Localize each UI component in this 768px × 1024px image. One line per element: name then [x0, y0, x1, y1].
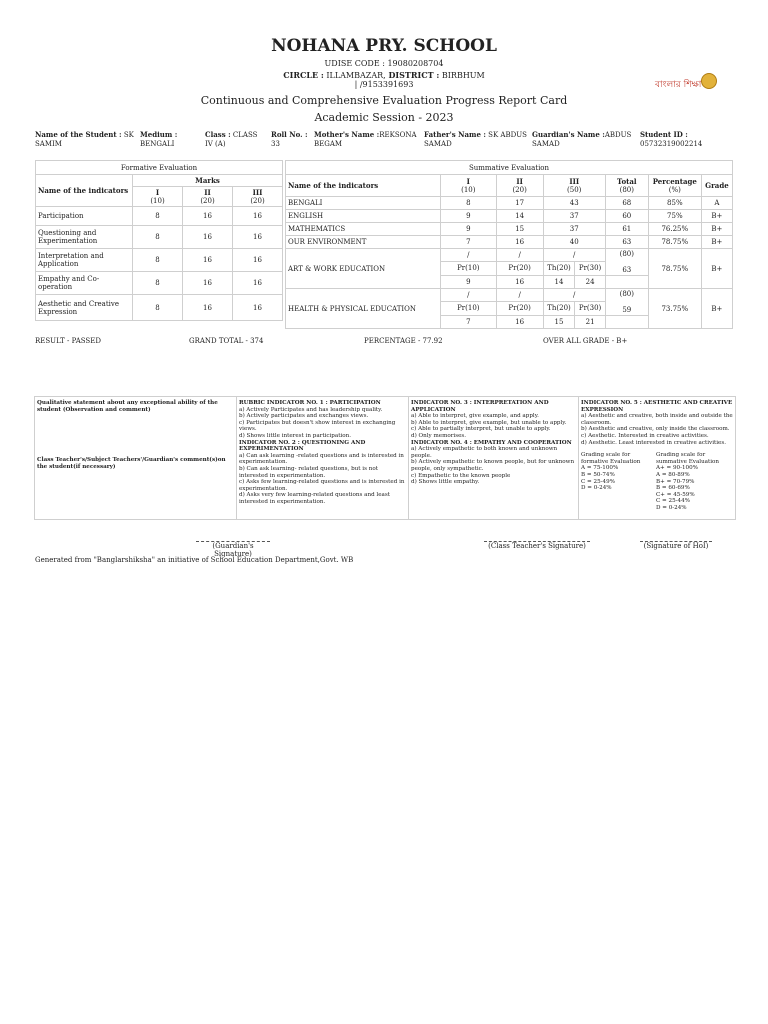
- rubric-3-d: d) Only memorises.: [411, 432, 467, 439]
- col-i-label: I: [155, 188, 160, 197]
- rubric-3-title: INDICATOR NO. 3 : INTERPRETATION AND APPLICATION: [411, 400, 549, 413]
- summative-evaluation-table: [285, 160, 733, 329]
- percentage: 73.75%: [648, 289, 701, 329]
- rubric-2-c: c) Asks few learning-related questions and is interested in experimentation.: [239, 479, 405, 492]
- scale-item: C = 25-49%: [581, 478, 615, 485]
- mark-ii: 17: [496, 197, 543, 210]
- col-ii-label: II: [516, 177, 523, 186]
- student-name: [35, 130, 135, 149]
- mother-value: REKSONA BEGAM: [314, 131, 417, 148]
- summative-scale: [656, 452, 734, 511]
- rubric-2-d: d) Asks very few learning-related questions and least interested in experimentation.: [239, 492, 390, 505]
- indicator-name: Questioning and Experimentation: [36, 226, 133, 249]
- rubric-1-title: RUBRIC INDICATOR NO. 1 : PARTICIPATION: [239, 400, 381, 406]
- pr10-label: Pr(10): [441, 301, 497, 315]
- mark-iii: 16: [233, 249, 283, 272]
- summative-scale-title: Grading scale for summative Evaluation: [656, 452, 720, 465]
- table-row: [286, 236, 733, 249]
- class: [205, 130, 265, 149]
- rubric-4-c: c) Empathetic to the known people: [411, 472, 511, 479]
- rubric-5-c: c) Aesthetic. Interested in creative activities.: [581, 432, 709, 439]
- scale-item: A = 80-89%: [656, 471, 690, 478]
- grade: B+: [701, 223, 732, 236]
- col-indicator: Name of the indicators: [286, 175, 441, 197]
- grand-total: GRAND TOTAL - 374: [189, 337, 264, 345]
- teacher-signature: (Class Teacher's Signature): [484, 541, 590, 550]
- col-indicator: Name of the indicators: [36, 175, 133, 207]
- medium-label: Medium :: [140, 130, 178, 139]
- udise-line: [0, 59, 768, 68]
- col-ii-label: II: [204, 188, 211, 197]
- pr20-label: Pr(20): [496, 301, 543, 315]
- udise-label: UDISE CODE :: [324, 59, 388, 68]
- mark-i: 7: [441, 316, 497, 329]
- slash: /: [441, 289, 497, 302]
- mark-th: 14: [543, 276, 575, 289]
- mark-iii: 37: [543, 210, 605, 223]
- mark-i: 8: [133, 272, 183, 295]
- percentage: 76.25%: [648, 223, 701, 236]
- table-row: [36, 226, 283, 249]
- mark-ii: 14: [496, 210, 543, 223]
- grade: A: [701, 197, 732, 210]
- grade: B+: [701, 249, 732, 289]
- banglar-shiksha-logo: [655, 71, 717, 93]
- scale-item: A+ = 90-100%: [656, 465, 698, 472]
- col-iii: [233, 187, 283, 207]
- slash: /: [441, 249, 497, 262]
- mark-iii: 16: [233, 295, 283, 321]
- guardian-signature: (Guardian's Signature): [196, 541, 270, 558]
- mark-pr: 21: [575, 316, 605, 329]
- col-i: [441, 175, 497, 197]
- rubric-4-title: INDICATOR NO. 4 : EMPATHY AND COOPERATION: [411, 439, 572, 446]
- mother-label: Mother's Name :: [314, 130, 380, 139]
- subject-name: BENGALI: [286, 197, 441, 210]
- overall-grade: OVER ALL GRADE - B+: [543, 337, 628, 345]
- percentage: PERCENTAGE - 77.92: [364, 337, 443, 345]
- father-label: Father's Name :: [424, 130, 486, 139]
- table-row: [286, 289, 733, 302]
- student-id-label: Student ID :: [640, 130, 688, 139]
- mark-i: 8: [133, 226, 183, 249]
- rubric-col-2: [409, 397, 579, 519]
- mark-i: 7: [441, 236, 497, 249]
- class-label: Class :: [205, 130, 231, 139]
- total: 60: [605, 210, 648, 223]
- col-i-max: (10): [150, 197, 165, 205]
- rubric-4-a: a) Actively empathetic to both known and unknown people.: [411, 446, 558, 459]
- mark-ii: 16: [183, 207, 233, 226]
- pr30-label: Pr(30): [575, 261, 605, 275]
- mark-i: 8: [133, 295, 183, 321]
- hoi-signature: (Signature of HoI): [640, 541, 712, 550]
- student-id-value: 05732319002214: [640, 140, 703, 148]
- rubric-5-d: d) Aesthetic. Least interested in creative activities.: [581, 439, 726, 446]
- table-row: [36, 295, 283, 321]
- roll-no: [271, 130, 311, 149]
- rubric-3-b: b) Able to interpret, give example, but unable to apply.: [411, 419, 567, 426]
- formative-scale-title: Grading scale for formative Evaluation: [581, 452, 641, 465]
- mark-iii: 16: [233, 226, 283, 249]
- scale-item: B = 50-74%: [581, 471, 615, 478]
- col-pct-unit: (%): [668, 186, 681, 194]
- rubric-2-b: b) Can ask learning- related questions, but is not interested in experimentation.: [239, 465, 378, 479]
- pr30-label: Pr(30): [575, 301, 605, 315]
- district-value: BIRBHUM: [439, 71, 485, 80]
- rubric-4-d: d) Shows little empathy.: [411, 479, 480, 486]
- rubric-1-b: b) Actively participates and exchanges views.: [239, 413, 369, 420]
- guardians-name: [532, 130, 636, 149]
- rubric-4-b: b) Actively empathetic to known people, but for unknown people, only sympathetic.: [411, 459, 575, 472]
- mark-th: 15: [543, 316, 575, 329]
- total-max: (80): [619, 250, 634, 258]
- mark-ii: 16: [496, 276, 543, 289]
- pr20-label: Pr(20): [496, 261, 543, 275]
- roll-label: Roll No. :: [271, 130, 308, 139]
- formative-evaluation-table: [35, 160, 283, 321]
- rubric-5-a: a) Aesthetic and creative, both inside and outside the classroom.: [581, 413, 733, 426]
- district-label: DISTRICT :: [385, 70, 440, 80]
- slash: /: [496, 249, 543, 262]
- circle-label: CIRCLE :: [283, 70, 324, 80]
- school-name: NOHANA PRY. SCHOOL: [271, 36, 497, 56]
- col-grade: Grade: [701, 175, 732, 197]
- qualitative-statement-label: Qualitative statement about any exceptional ability of the student (Observation and comment): [37, 400, 218, 413]
- scale-item: C+ = 45-59%: [656, 491, 695, 498]
- indicator-name: Interpretation and Application: [36, 249, 133, 272]
- th20-label: Th(20): [543, 261, 575, 275]
- table-row: [286, 210, 733, 223]
- table-row: [286, 197, 733, 210]
- col-i: [133, 187, 183, 207]
- col-ii: [183, 187, 233, 207]
- indicator-name: Empathy and Co-operation: [36, 272, 133, 295]
- total: 61: [605, 223, 648, 236]
- table-row: [36, 207, 283, 226]
- col-marks: Marks: [133, 175, 283, 187]
- rubric-col-3: [579, 397, 735, 519]
- guardian-label: Guardian's Name :: [532, 130, 605, 139]
- mark-ii: 16: [496, 316, 543, 329]
- scale-item: C = 25-44%: [656, 498, 690, 505]
- summative-caption: Summative Evaluation: [286, 161, 733, 175]
- grade: B+: [701, 289, 732, 329]
- total-cell: [605, 289, 648, 316]
- scale-item: A = 75-100%: [581, 465, 619, 472]
- logo-text: বাংলার শিক্ষা: [655, 80, 702, 90]
- col-ii-max: (20): [200, 197, 215, 205]
- formative-caption: Formative Evaluation: [36, 161, 283, 175]
- rubric-3-a: a) Able to interpret, give example, and apply.: [411, 413, 539, 420]
- empty-cell: [605, 276, 648, 289]
- rubric-2-title: INDICATOR NO. 2 : QUESTIONING AND EXPERIMENTATION: [239, 439, 366, 453]
- medium-value: BENGALI: [140, 140, 175, 148]
- comment-label: Class Teacher's/Subject Teachers'/Guardian's comment(s)on the student(if necessary): [37, 457, 226, 470]
- total: 59: [622, 306, 632, 314]
- slash: /: [543, 249, 605, 262]
- mark-i: 9: [441, 210, 497, 223]
- col-iii-max: (20): [250, 197, 265, 205]
- subject-name: OUR ENVIRONMENT: [286, 236, 441, 249]
- col-ii: [496, 175, 543, 197]
- col-iii: [543, 175, 605, 197]
- col-iii-label: III: [252, 188, 263, 197]
- rubric-1-c: c) Participates but doesn't show interest in exchanging views.: [239, 419, 396, 433]
- col-iii-label: III: [569, 177, 580, 186]
- percentage: 75%: [648, 210, 701, 223]
- indicator-name: Aesthetic and Creative Expression: [36, 295, 133, 321]
- col-i-label: I: [466, 177, 470, 186]
- col-ii-max: (20): [512, 186, 527, 194]
- mark-i: 8: [133, 249, 183, 272]
- mark-iii: 16: [233, 207, 283, 226]
- mark-iii: 40: [543, 236, 605, 249]
- rubric-1-d: d) Shows little interest in participation.: [239, 432, 351, 439]
- total-cell: [605, 249, 648, 276]
- result: RESULT - PASSED: [35, 337, 101, 345]
- udise-code: 19080208704: [387, 59, 444, 68]
- slash: /: [496, 289, 543, 302]
- rubric-1-a: a) Actively Participates and has leadership quality.: [239, 406, 383, 413]
- mark-i: 8: [441, 197, 497, 210]
- scale-item: B+ = 70-79%: [656, 478, 695, 485]
- mark-ii: 16: [496, 236, 543, 249]
- col-iii-max: (50): [567, 186, 582, 194]
- table-row: [36, 272, 283, 295]
- indicator-name: Participation: [36, 207, 133, 226]
- mark-ii: 16: [183, 272, 233, 295]
- roll-value: 33: [271, 140, 280, 148]
- col-percentage: [648, 175, 701, 197]
- guardian-value: ABDUS SAMAD: [532, 131, 632, 148]
- mark-ii: 16: [183, 249, 233, 272]
- student-name-value: SK SAMIM: [35, 131, 134, 148]
- th20-label: Th(20): [543, 301, 575, 315]
- percentage: 78.75%: [648, 249, 701, 289]
- col-total: [605, 175, 648, 197]
- col-i-max: (10): [461, 186, 476, 194]
- subject-name: HEALTH & PHYSICAL EDUCATION: [286, 289, 441, 329]
- mark-i: 9: [441, 276, 497, 289]
- total: 63: [622, 266, 632, 274]
- medium: [140, 130, 200, 149]
- mark-ii: 16: [183, 226, 233, 249]
- scale-item: B = 60-69%: [656, 485, 690, 492]
- student-name-label: Name of the Student :: [35, 130, 122, 139]
- total-max: (80): [619, 290, 634, 298]
- mark-iii: 37: [543, 223, 605, 236]
- table-row: [286, 223, 733, 236]
- subject-name: MATHEMATICS: [286, 223, 441, 236]
- mark-i: 8: [133, 207, 183, 226]
- father-value: SK ABDUS SAMAD: [424, 131, 527, 148]
- grade: B+: [701, 210, 732, 223]
- rubric-2-a: a) Can ask learning -related questions and is interested in experimentation.: [239, 452, 404, 466]
- mark-iii: 16: [233, 272, 283, 295]
- mark-ii: 16: [183, 295, 233, 321]
- subject-name: ENGLISH: [286, 210, 441, 223]
- grading-scales: [581, 452, 733, 514]
- col-pct-label: Percentage: [652, 177, 697, 186]
- mark-i: 9: [441, 223, 497, 236]
- fathers-name: [424, 130, 528, 149]
- circle-line: [0, 70, 768, 80]
- scale-item: D = 0-24%: [581, 485, 612, 492]
- scale-item: D = 0-24%: [656, 504, 687, 511]
- col-total-label: Total: [617, 177, 637, 186]
- grade: B+: [701, 236, 732, 249]
- phone: | /9153391693: [354, 80, 414, 89]
- empty-cell: [605, 316, 648, 329]
- class-value: CLASS IV (A): [205, 131, 258, 148]
- footer-note: Generated from "Banglarshiksha" an initiative of School Education Department,Govt. WB: [35, 556, 354, 564]
- seal-icon: [701, 73, 717, 89]
- mothers-name: [314, 130, 418, 149]
- circle-value: ILLAMBAZAR,: [323, 71, 386, 80]
- qualitative-section: [34, 396, 736, 520]
- qualitative-labels: [35, 397, 237, 519]
- formative-scale: [581, 452, 651, 492]
- subject-name: ART & WORK EDUCATION: [286, 249, 441, 289]
- rubric-5-title: INDICATOR NO. 5 : AESTHETIC AND CREATIVE EXPRESSION: [581, 400, 733, 413]
- rubric-5-b: b) Aesthetic and creative, only inside the classroom.: [581, 426, 730, 433]
- total: 63: [605, 236, 648, 249]
- table-row: [36, 249, 283, 272]
- student-id: [640, 130, 730, 149]
- percentage: 78.75%: [648, 236, 701, 249]
- report-title: Continuous and Comprehensive Evaluation Progress Report Card: [200, 94, 568, 107]
- table-row: [286, 249, 733, 262]
- mark-iii: 43: [543, 197, 605, 210]
- rubric-col-1: [237, 397, 409, 519]
- academic-session: Academic Session - 2023: [314, 111, 454, 124]
- slash: /: [543, 289, 605, 302]
- pr10-label: Pr(10): [441, 261, 497, 275]
- percentage: 85%: [648, 197, 701, 210]
- rubric-3-c: c) Able to partially interpret, but unable to apply.: [411, 426, 551, 433]
- mark-pr: 24: [575, 276, 605, 289]
- mark-ii: 15: [496, 223, 543, 236]
- col-total-max: (80): [619, 186, 634, 194]
- total: 68: [605, 197, 648, 210]
